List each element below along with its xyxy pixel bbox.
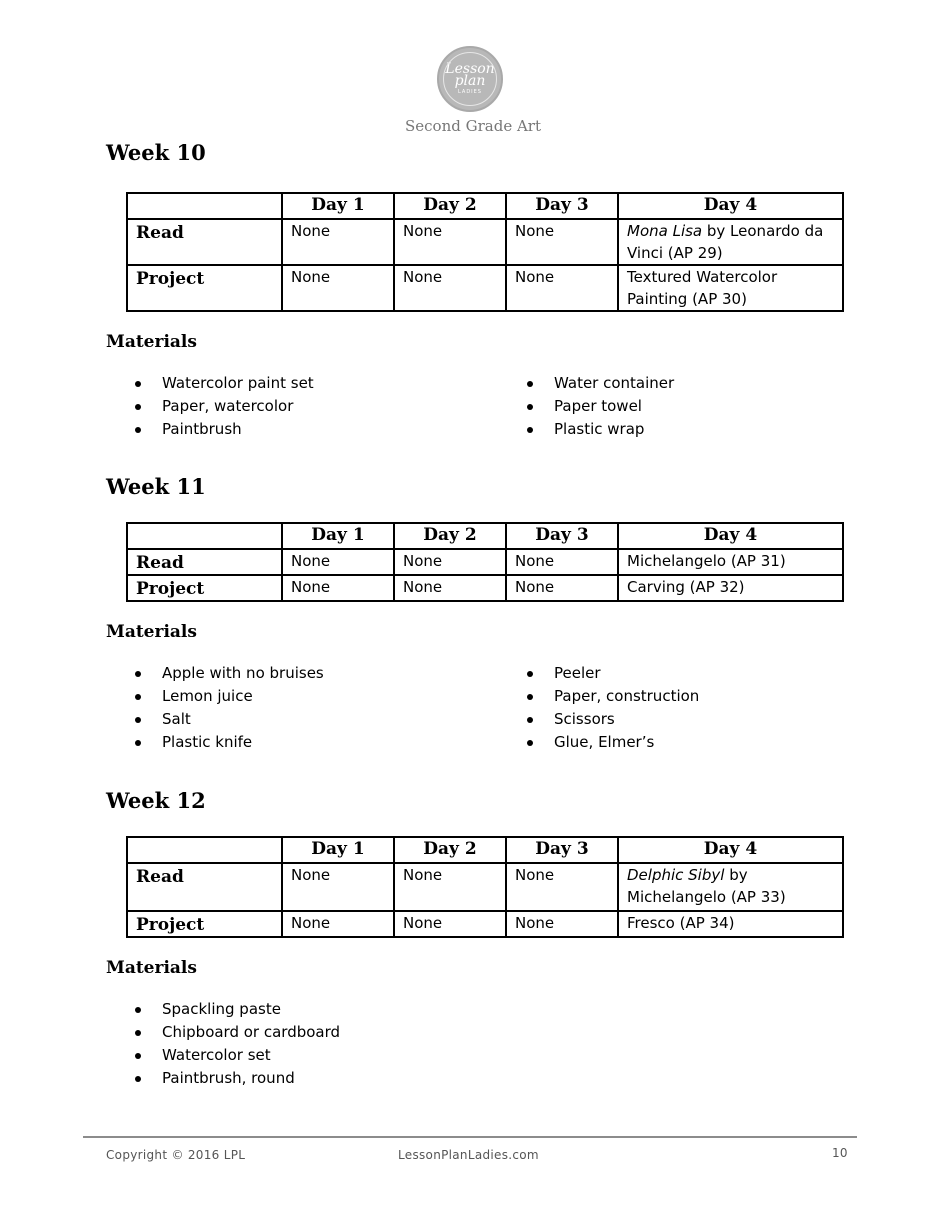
week-11-materials-left xyxy=(134,662,324,754)
read-day-3: None xyxy=(506,549,618,575)
project-day-2: None xyxy=(394,911,506,937)
list-item: Spackling paste xyxy=(134,998,340,1021)
list-item: Apple with no bruises xyxy=(134,662,324,685)
row-label-read: Read xyxy=(127,219,282,265)
list-item: Chipboard or cardboard xyxy=(134,1021,340,1044)
project-day-1: None xyxy=(282,265,394,311)
list-item: Lemon juice xyxy=(134,685,324,708)
header-day-4: Day 4 xyxy=(618,193,843,219)
footer-divider xyxy=(83,1136,857,1138)
artwork-credit: by Leonardo da Vinci (AP 29) xyxy=(627,222,824,262)
read-day-3: None xyxy=(506,219,618,265)
week-12-title: Week 12 xyxy=(106,788,206,813)
empty-header-cell xyxy=(127,523,282,549)
header-day-1: Day 1 xyxy=(282,837,394,863)
header-day-4: Day 4 xyxy=(618,523,843,549)
list-item: Peeler xyxy=(526,662,699,685)
row-label-project: Project xyxy=(127,575,282,601)
page-subtitle: Second Grade Art xyxy=(405,117,541,135)
read-day-4 xyxy=(618,219,843,265)
week-12-schedule-table xyxy=(126,836,844,938)
week-10-schedule-table xyxy=(126,192,844,312)
read-day-1: None xyxy=(282,549,394,575)
week-10-title: Week 10 xyxy=(106,140,206,165)
read-day-4: Michelangelo (AP 31) xyxy=(618,549,843,575)
project-day-4: Fresco (AP 34) xyxy=(618,911,843,937)
week-12-materials-list xyxy=(134,998,340,1090)
artwork-credit: by Michelangelo (AP 33) xyxy=(627,866,786,906)
list-item: Salt xyxy=(134,708,324,731)
table-row-project xyxy=(127,911,843,937)
logo-text-line-3: LADIES xyxy=(458,89,482,95)
read-day-1: None xyxy=(282,219,394,265)
empty-header-cell xyxy=(127,837,282,863)
list-item: Paper, watercolor xyxy=(134,395,314,418)
header-day-1: Day 1 xyxy=(282,193,394,219)
list-item: Paper, construction xyxy=(526,685,699,708)
week-12-materials-heading: Materials xyxy=(106,958,197,978)
project-day-2: None xyxy=(394,265,506,311)
list-item: Paper towel xyxy=(526,395,674,418)
empty-header-cell xyxy=(127,193,282,219)
list-item: Paintbrush xyxy=(134,418,314,441)
artwork-title: Delphic Sibyl xyxy=(627,866,725,884)
project-day-1: None xyxy=(282,911,394,937)
read-day-2: None xyxy=(394,863,506,911)
week-11-materials-right xyxy=(526,662,699,754)
footer-page-number: 10 xyxy=(832,1146,848,1160)
table-row-read xyxy=(127,219,843,265)
week-11-materials-heading: Materials xyxy=(106,622,197,642)
header-day-3: Day 3 xyxy=(506,837,618,863)
week-10-materials-heading: Materials xyxy=(106,332,197,352)
project-day-3: None xyxy=(506,575,618,601)
footer-copyright: Copyright © 2016 LPL xyxy=(106,1148,246,1162)
project-day-3: None xyxy=(506,911,618,937)
row-label-read: Read xyxy=(127,863,282,911)
table-header-row xyxy=(127,193,843,219)
logo-text-line-1: Lesson xyxy=(445,61,495,77)
list-item: Plastic wrap xyxy=(526,418,674,441)
table-header-row xyxy=(127,523,843,549)
list-item: Watercolor paint set xyxy=(134,372,314,395)
header-day-2: Day 2 xyxy=(394,523,506,549)
read-day-2: None xyxy=(394,219,506,265)
project-day-4: Textured Watercolor Painting (AP 30) xyxy=(618,265,843,311)
row-label-read: Read xyxy=(127,549,282,575)
row-label-project: Project xyxy=(127,265,282,311)
list-item: Scissors xyxy=(526,708,699,731)
read-day-4 xyxy=(618,863,843,911)
week-11-title: Week 11 xyxy=(106,474,206,499)
table-row-read xyxy=(127,863,843,911)
table-row-project xyxy=(127,265,843,311)
header-day-2: Day 2 xyxy=(394,837,506,863)
header-day-3: Day 3 xyxy=(506,523,618,549)
read-day-2: None xyxy=(394,549,506,575)
project-day-3: None xyxy=(506,265,618,311)
header-day-4: Day 4 xyxy=(618,837,843,863)
week-11-schedule-table xyxy=(126,522,844,602)
project-day-4: Carving (AP 32) xyxy=(618,575,843,601)
logo-ring xyxy=(443,52,497,106)
week-10-materials-left xyxy=(134,372,314,441)
header-day-3: Day 3 xyxy=(506,193,618,219)
table-header-row xyxy=(127,837,843,863)
list-item: Paintbrush, round xyxy=(134,1067,340,1090)
table-row-project xyxy=(127,575,843,601)
row-label-project: Project xyxy=(127,911,282,937)
list-item: Water container xyxy=(526,372,674,395)
list-item: Plastic knife xyxy=(134,731,324,754)
artwork-title: Mona Lisa xyxy=(627,222,703,240)
project-day-1: None xyxy=(282,575,394,601)
read-day-3: None xyxy=(506,863,618,911)
read-day-1: None xyxy=(282,863,394,911)
table-row-read xyxy=(127,549,843,575)
project-day-2: None xyxy=(394,575,506,601)
lesson-plan-ladies-logo xyxy=(437,46,503,112)
header-day-2: Day 2 xyxy=(394,193,506,219)
footer-website-link[interactable]: LessonPlanLadies.com xyxy=(398,1148,539,1162)
list-item: Watercolor set xyxy=(134,1044,340,1067)
list-item: Glue, Elmer’s xyxy=(526,731,699,754)
week-10-materials-right xyxy=(526,372,674,441)
logo-text-line-2: plan xyxy=(454,73,486,89)
header-day-1: Day 1 xyxy=(282,523,394,549)
